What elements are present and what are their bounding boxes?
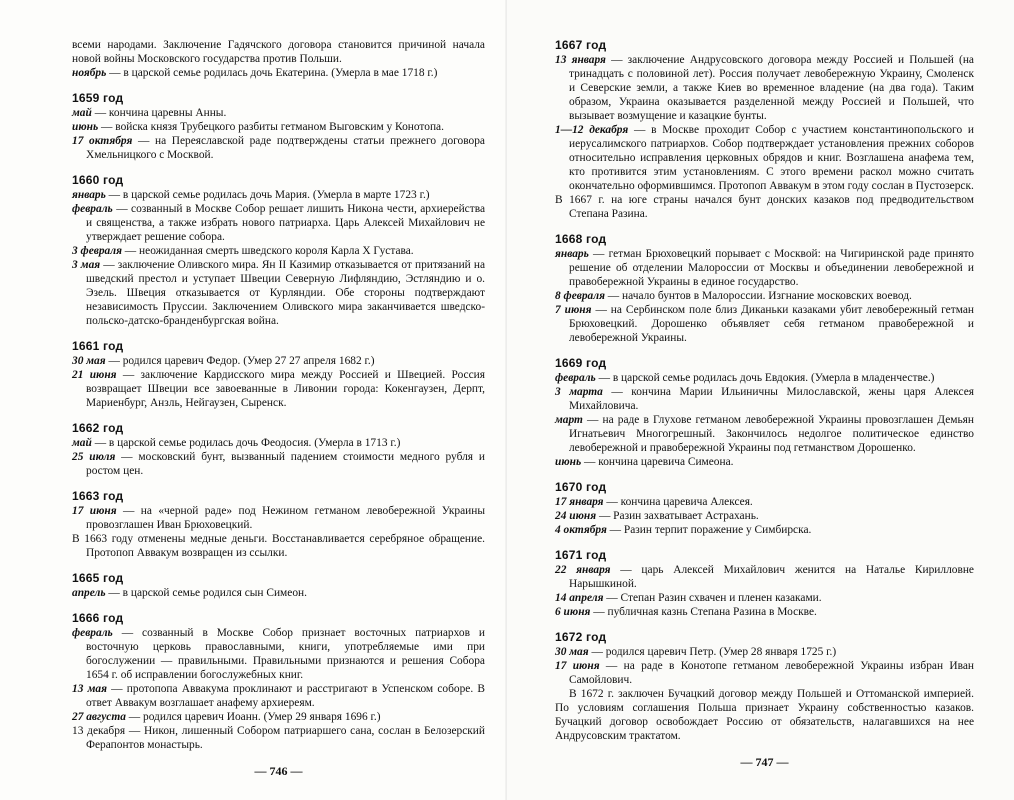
chronicle-entry bbox=[72, 202, 485, 244]
entry-date: февраль bbox=[72, 627, 113, 639]
entry-date: 7 июня bbox=[555, 304, 592, 316]
entry-text: — публичная казнь Степана Разина в Москве. bbox=[590, 606, 817, 618]
entry-text: В 1672 г. заключен Бучацкий договор между Польшей и Оттоманской империей. По условиям соглашения Польша признает Украину собственностью казаков. Бучацкий договор освобождает Россию от обязательств, налагавшихся на нее Андрусовским трактатом. bbox=[555, 688, 974, 742]
entry-date: 14 апреля bbox=[555, 592, 604, 604]
entry-text: — в царской семье родилась дочь Феодосия. (Умерла в 1713 г.) bbox=[91, 437, 401, 449]
entry-date: 13 января bbox=[555, 54, 606, 66]
year-section bbox=[555, 38, 974, 221]
year-heading: 1663 год bbox=[72, 489, 124, 503]
chronicle-entry bbox=[72, 368, 485, 410]
entry-date: 22 января bbox=[555, 564, 611, 576]
year-section bbox=[72, 91, 485, 162]
entry-text: — войска князя Трубецкого разбиты гетманом Выговским у Конотопа. bbox=[98, 121, 444, 133]
chronicle-entry bbox=[72, 38, 485, 66]
year-heading: 1661 год bbox=[72, 339, 124, 353]
chronicle-entry bbox=[555, 563, 974, 591]
entry-date: 6 июня bbox=[555, 606, 591, 618]
chronicle-entry bbox=[555, 591, 974, 605]
entry-text: — царь Алексей Михайлович женится на Наталье Кирилловне Нарышкиной. bbox=[569, 564, 974, 590]
chronicle-entry bbox=[555, 53, 974, 123]
chronicle-entry bbox=[72, 710, 485, 724]
entry-date: 4 октября bbox=[555, 524, 607, 536]
chronicle-entry bbox=[72, 244, 485, 258]
chronicle-entry bbox=[555, 645, 974, 659]
entry-text: — начало бунтов в Малороссии. Изгнание московских воевод. bbox=[604, 290, 912, 302]
entry-text: — на Сербинском поле близ Диканьки казаками убит левобережный гетман Брюховецкий. Дорошенко объявляет себя гетманом правобережной и левобережной Украины. bbox=[569, 304, 974, 344]
entry-text: — на «черной раде» под Нежином гетманом левобережной Украины провозглашен Иван Брюховецкий. bbox=[86, 505, 485, 531]
chronicle-entry bbox=[72, 626, 485, 682]
entry-date: 3 февраля bbox=[72, 245, 122, 257]
entry-date: 17 июня bbox=[72, 505, 117, 517]
left-intro bbox=[72, 38, 485, 80]
entry-text: — в царской семье родился сын Симеон. bbox=[105, 587, 307, 599]
chronicle-entry bbox=[555, 247, 974, 289]
year-section bbox=[555, 480, 974, 537]
entry-date: июнь bbox=[555, 456, 582, 468]
entry-date: ноябрь bbox=[72, 67, 107, 79]
chronicle-entry bbox=[555, 385, 974, 413]
year-section bbox=[72, 571, 485, 600]
entry-text: — в Москве проходит Собор с участием константинопольского и иерусалимского патриархов. Собор подтверждает установления прежних соборов относительно исправления церковных обрядов и книг. Возглашена анафема тем, кто противится этим установлениям. С этого времени раскол можно считать окончательно оформившимся. Протопоп Аввакум в этом году сослан в Пустозерск. bbox=[569, 124, 974, 192]
entry-date: февраль bbox=[72, 203, 113, 215]
entry-text: — московский бунт, вызванный падением стоимости медного рубля и ростом цен. bbox=[86, 451, 485, 477]
entry-text: — неожиданная смерть шведского короля Карла X Густава. bbox=[121, 245, 414, 257]
entry-text: — кончина царевича Симеона. bbox=[581, 456, 734, 468]
entry-date: 3 мая bbox=[72, 259, 101, 271]
year-heading: 1659 год bbox=[72, 91, 124, 105]
chronicle-entry bbox=[72, 258, 485, 328]
entry-date: январь bbox=[555, 248, 589, 260]
year-heading: 1672 год bbox=[555, 630, 607, 644]
entry-date: 13 мая bbox=[72, 683, 107, 695]
entry-date: 3 марта bbox=[555, 386, 603, 398]
chronicle-entry bbox=[555, 193, 974, 221]
entry-date: 17 октября bbox=[72, 135, 133, 147]
entry-text: — в царской семье родилась дочь Евдокия. (Умерла в младенчестве.) bbox=[595, 372, 935, 384]
chronicle-entry bbox=[72, 106, 485, 120]
entry-date: май bbox=[72, 107, 92, 119]
right-page-number: — 747 — bbox=[740, 755, 789, 769]
year-heading: 1666 год bbox=[72, 611, 124, 625]
entry-date: 1—12 декабря bbox=[555, 124, 629, 136]
entry-date: 25 июля bbox=[72, 451, 116, 463]
chronicle-entry bbox=[555, 303, 974, 345]
year-section bbox=[555, 356, 974, 469]
entry-text: — заключение Кардисского мира между Россией и Швецией. Россия возвращает Швеции все завоеванные в Ливонии города: Кокенгаузен, Дерпт, Мариенбург, Анзль, Нейгаузен, Сыренск. bbox=[86, 369, 485, 409]
right-page bbox=[507, 0, 1014, 800]
year-heading: 1662 год bbox=[72, 421, 124, 435]
entry-text: — родился царевич Петр. (Умер 28 января 1725 г.) bbox=[588, 646, 837, 658]
entry-text: — Разин терпит поражение у Симбирска. bbox=[606, 524, 812, 536]
entry-date: 17 июня bbox=[555, 660, 600, 672]
entry-date: 30 мая bbox=[72, 355, 106, 367]
chronicle-entry bbox=[555, 605, 974, 619]
entry-text: — Степан Разин схвачен и пленен казаками. bbox=[603, 592, 822, 604]
entry-text: — родился царевич Иоанн. (Умер 29 января 1696 г.) bbox=[125, 711, 381, 723]
entry-date: март bbox=[555, 414, 583, 426]
entry-date: 21 июня bbox=[72, 369, 117, 381]
entry-date: 27 августа bbox=[72, 711, 126, 723]
chronicle-entry bbox=[555, 455, 974, 469]
chronicle-entry bbox=[72, 682, 485, 710]
entry-text: — Разин захватывает Астрахань. bbox=[596, 510, 759, 522]
year-section bbox=[555, 548, 974, 619]
entry-date: июнь bbox=[72, 121, 99, 133]
chronicle-entry bbox=[72, 450, 485, 478]
chronicle-entry bbox=[555, 413, 974, 455]
year-heading: 1660 год bbox=[72, 173, 124, 187]
entry-text: — заключение Оливского мира. Ян II Казимир отказывается от притязаний на шведский престол и уступает Швеции Северную Лифляндию, Эстляндию и о. Эзель. Швеция отказывается от Курляндии. Обе стороны подтверждают независимость Пруссии. Заключением Оливского мира заканчивается шведско-польско-датско-бранденбургская война. bbox=[86, 259, 486, 327]
chronicle-entry bbox=[72, 134, 485, 162]
chronicle-entry bbox=[555, 123, 974, 193]
right-sections bbox=[555, 38, 974, 743]
entry-text: — заключение Андрусовского договора между Россией и Польшей (на тринадцать с половиной лет). Россия получает левобережную Украину, Смоленск и Северские земли, а также Киев во временное владение (на два года). Таким образом, Украина оказывается разделенной между Россией и Польшей, что вызывает возмущение и казацкие бунты. bbox=[569, 54, 974, 122]
chronicle-entry bbox=[555, 495, 974, 509]
entry-date: май bbox=[72, 437, 92, 449]
entry-text: — созванный в Москве Собор признает восточных патриархов и восточную церковь православными, книги, употребляемые ими при богослужении — правильными. Правильными признаются и решения Собора 1654 г. об исправлении богослужебных книг. bbox=[86, 627, 485, 681]
year-heading: 1668 год bbox=[555, 232, 607, 246]
year-heading: 1667 год bbox=[555, 38, 607, 52]
entry-date: январь bbox=[72, 189, 106, 201]
chronicle-entry bbox=[72, 120, 485, 134]
entry-text: — кончина царевны Анны. bbox=[91, 107, 227, 119]
year-heading: 1671 год bbox=[555, 548, 607, 562]
entry-text: — родился царевич Федор. (Умер 27 27 апреля 1682 г.) bbox=[105, 355, 375, 367]
entry-text: — в царской семье родилась дочь Екатерина. (Умерла в мае 1718 г.) bbox=[106, 67, 438, 79]
entry-text: — на раде в Конотопе гетманом левобережной Украины избран Иван Самойлович. bbox=[569, 660, 974, 686]
chronicle-entry bbox=[555, 523, 974, 537]
entry-text: — кончина Марии Ильиничны Милославской, жены царя Алексея Михайловича. bbox=[569, 386, 974, 412]
year-section bbox=[72, 421, 485, 478]
year-section bbox=[72, 489, 485, 560]
year-section bbox=[72, 339, 485, 410]
chronicle-entry bbox=[72, 188, 485, 202]
year-heading: 1669 год bbox=[555, 356, 607, 370]
entry-text: В 1667 г. на юге страны начался бунт донских казаков под предводительством Степана Разина. bbox=[555, 194, 974, 220]
chronicle-entry bbox=[555, 659, 974, 687]
entry-date: 30 мая bbox=[555, 646, 589, 658]
entry-date: 24 июня bbox=[555, 510, 597, 522]
entry-date: 8 февраля bbox=[555, 290, 605, 302]
entry-date: февраль bbox=[555, 372, 596, 384]
chronicle-entry bbox=[72, 724, 485, 752]
entry-text: — в царской семье родилась дочь Мария. (Умерла в марте 1723 г.) bbox=[105, 189, 430, 201]
chronicle-entry bbox=[72, 586, 485, 600]
entry-date: апрель bbox=[72, 587, 106, 599]
chronicle-entry bbox=[72, 354, 485, 368]
entry-text: всеми народами. Заключение Гадячского договора становится причиной начала новой войны Московского государства против Польши. bbox=[72, 39, 485, 65]
entry-text: — на Переяславской раде подтверждены статьи прежнего договора Хмельницкого с Москвой. bbox=[86, 135, 485, 161]
year-heading: 1670 год bbox=[555, 480, 607, 494]
year-section bbox=[72, 173, 485, 328]
chronicle-entry bbox=[72, 504, 485, 532]
year-section bbox=[555, 630, 974, 743]
entry-text: 13 декабря — Никон, лишенный Собором патриаршего сана, сослан в Белозерский Ферапонтов монастырь. bbox=[72, 725, 485, 751]
entry-text: — созванный в Москве Собор решает лишить Никона чести, архиерейства и священства, а также избрать нового патриарха. Царь Алексей Михайлович не утверждает решение собора. bbox=[86, 203, 485, 243]
year-section bbox=[72, 611, 485, 752]
chronicle-entry bbox=[72, 532, 485, 560]
year-heading: 1665 год bbox=[72, 571, 124, 585]
left-page-number: — 746 — bbox=[254, 764, 303, 778]
chronicle-entry bbox=[555, 687, 974, 743]
entry-date: 17 января bbox=[555, 496, 604, 508]
chronicle-entry bbox=[555, 371, 974, 385]
chronicle-entry bbox=[72, 436, 485, 450]
entry-text: — протопопа Аввакума проклинают и расстригают в Успенском соборе. В ответ Аввакум возглашает анафему архиереям. bbox=[86, 683, 485, 709]
chronicle-entry bbox=[72, 66, 485, 80]
entry-text: В 1663 году отменены медные деньги. Восстанавливается серебряное обращение. Протопоп Аввакум возвращен из ссылки. bbox=[72, 533, 485, 559]
year-section bbox=[555, 232, 974, 345]
chronicle-entry bbox=[555, 289, 974, 303]
entry-text: — гетман Брюховецкий порывает с Москвой: на Чигиринской раде принято решение об отделении Малороссии от Москвы и объединении левобережной и правобережной Украины в единое государство. bbox=[569, 248, 974, 288]
left-sections bbox=[72, 91, 485, 752]
entry-text: — на раде в Глухове гетманом левобережной Украины провозглашен Демьян Игнатьевич Многогрешный. Закончилось недолгое политическое единство левобережной и правобережной Украины под гетманством Дорошенко. bbox=[569, 414, 974, 454]
entry-text: — кончина царевича Алексея. bbox=[603, 496, 753, 508]
chronicle-entry bbox=[555, 509, 974, 523]
